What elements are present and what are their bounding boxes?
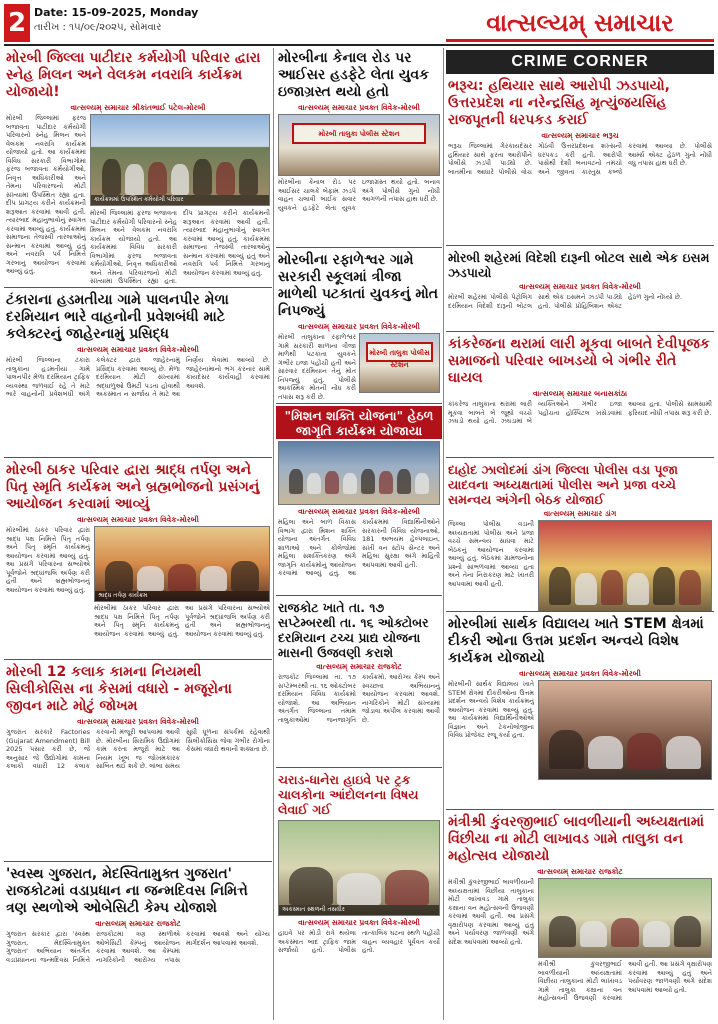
story-headline: મોરબીમાં સાર્થક વિદ્યાલય ખાતે STEM ક્ષેત્રમાં દીકરી ઓના ઉત્તમ પ્રદર્શન અન્વયે વિશેષ કાર્યક્રમ યોજાયો <box>448 616 704 666</box>
story-photo <box>90 114 270 206</box>
column-divider <box>443 48 444 1020</box>
story-photo <box>538 520 712 612</box>
column-middle-lower <box>276 406 442 1020</box>
story-canal-road-accident <box>276 48 442 248</box>
photo-caption: કાર્યક્રમમાં ઉપસ્થિત કર્મયોગી પરિવાર <box>91 195 269 205</box>
story-headline: "મિશન શક્તિ યોજના" હેઠળ જાગૃતિ કાર્યક્રમ યોજાયા <box>276 406 442 439</box>
story-body: કાંકરેજ તાલુકાના થરામાં લારી મૂકવા બાબતે બે જૂથો વચ્ચે ઝઘડો થયો હતો. ઝઘડામાં બે વ્યક્તિઓને ગંભીર ઇજા પહોંચતા હોસ્પિટલ ખસેડવામાં આવ્યા હતા. પોલીસે સામસામી ફરિયાદ નોંધી તપાસ શરૂ કરી છે. <box>448 400 712 425</box>
story-byline: વાત્સલ્યમ્ સમાચાર પ્રવક્ત વિવેક-મોરબી <box>298 918 420 927</box>
story-patidar-karmayogi <box>4 48 272 288</box>
story-byline: વાત્સલ્યમ્ સમાચાર રાજકોટ <box>316 662 402 671</box>
story-obesity-camp <box>4 864 272 1020</box>
date-english: Date: 15-09-2025, Monday <box>34 6 199 19</box>
column-left <box>4 48 272 1020</box>
story-headline: દાહોદ ઝાલોદમાં ડાંગ જિલ્લા પોલીસ વડા પૂજા યાદવના અધ્યક્ષતામાં પોલીસ અને પ્રજા વચ્ચે સમન્વય અંગેની બેઠક યોજાઈ <box>448 462 678 507</box>
story-photo <box>538 878 712 958</box>
photo-caption: શ્રાદ્ધ તર્પણ કાર્યક્રમ <box>95 591 269 601</box>
story-headline: મોરબી 12 કલાક કામના નિયમથી સિલીકોસિસ ના કેસમાં વધારો - મજૂરોના જીવન માટે મોટું જોખમ <box>6 664 232 714</box>
story-byline: વાત્સલ્યમ્ સમાચાર પ્રવક્ત વિવેક-મોરબી <box>298 103 420 112</box>
story-body-continued: મંત્રીશ્રી કુંવરજીભાઈ બાવળીયાની અધ્યક્ષતામાં વિંછીયા તાલુકાના મોટી લાખાવડ ગામે તાલુકા કક્ષાના વન મહોત્સવની ઉજવણી કરવામાં આવી હતી. આ પ્રસંગે વૃક્ષારોપણ કરવામાં આવ્યું હતું અને પર્યાવરણ જાળવણી અંગે સંદેશ આપવામાં આવ્યો હતો. <box>538 960 712 1002</box>
story-body: મોરબી શહેરમાં પોલીસે પેટ્રોલિંગ દરમિયાન વિદેશી દારૂની બોટલ સાથે એક ઇસમને ઝડપી પાડ્યો હતો. પોલીસે પ્રોહિબિશન એક્ટ હેઠળ ગુનો નોંધ્યો છે. <box>448 293 682 310</box>
story-byline: વાત્સલ્યમ્ સમાચાર પ્રવક્ત વિવેક-મોરબી <box>77 515 199 524</box>
story-body: મોરબીમાં ઠાકર પરિવાર દ્વારા શ્રાદ્ધ પક્ષ નિમિત્તે પિતૃ તર્પણ અને પિતૃ સ્મૃતિ કાર્યક્રમનું આયોજન કરવામાં આવ્યું હતું. આ પ્રસંગે પરિવારના સભ્યોએ પૂર્વજોને શ્રદ્ધાંજલિ અર્પણ કરી હતી અને બ્રહ્મભોજનનું આયોજન કરવામાં આવ્યું હતું. <box>6 526 90 594</box>
story-headline: 'સ્વસ્થ ગુજરાત, મેદસ્વિતામુક્ત ગુજરાત' રાજકોટમાં વડાપ્રધાન ના જન્મદિવસ નિમિત્તે ત્રણ સ્થળોએ ઓબેસિટી કેમ્પ યોજાશે <box>6 866 248 916</box>
story-van-mahotsav <box>446 812 714 1020</box>
story-headline: કાંકરેજના થરામાં લારી મૂકવા બાબતે દેવીપૂજક સમાજનો પરિવાર બાખડયો બે ગંભીર રીતે ઘાયલ <box>448 336 710 386</box>
police-station-photo <box>359 333 440 393</box>
story-silicosis <box>4 662 272 862</box>
story-photo <box>94 526 270 602</box>
story-byline: વાત્સલ્યમ્ સમાચાર પ્રવક્ત વિવેક-મોરબી <box>519 669 641 678</box>
story-headline: મોરબી શહેરમાં વિદેશી દારૂની બોટલ સાથે એક ઇસમ ઝડપાયો <box>448 250 710 280</box>
story-tankara-mela <box>4 290 272 458</box>
story-headline: ભરૂચ: હથિયાર સાથે આરોપી ઝડપાયો, ઉત્તરપ્રદેશ ના નરેન્દ્રસિંહ મૃત્યુંજયસિંહ રાજપૂતની ધરપકડ કરાઈ <box>448 78 670 128</box>
story-body: મંત્રીશ્રી કુંવરજીભાઈ બાવળીયાની અધ્યક્ષતામાં વિંછીયા તાલુકાના મોટી લાખાવડ ગામે તાલુકા કક્ષાના વન મહોત્સવની ઉજવણી કરવામાં આવી હતી. આ પ્રસંગે વૃક્ષારોપણ કરવામાં આવ્યું હતું અને પર્યાવરણ જાળવણી અંગે સંદેશ આપવામાં આવ્યો હતો. <box>448 878 534 946</box>
story-kankrej-clash <box>446 334 714 458</box>
story-headline: રાજકોટ ખાતે તા. ૧૭ સપ્ટેમ્બરથી તા. ૧૬ ઓક્ટોબર દરમિયાન ટચ્ચ પ્રાદ્ય યોજના માસની ઉજવણી કરાશે <box>278 600 429 660</box>
story-rajkot-celebration <box>276 598 442 768</box>
story-byline: વાત્સલ્યમ્ સમાચાર શ્રીકાંતભાઈ પટેલ-મોરબી <box>70 103 206 112</box>
story-byline: વાત્સલ્યમ્ સમાચાર પ્રવક્ત વિવેક-મોરબી <box>77 345 199 354</box>
story-body: રાજકોટ જિલ્લામાં તા. ૧૭ સપ્ટેમ્બરથી તા. ૧૬ ઓક્ટોબર દરમિયાન વિવિધ કાર્યક્રમો યોજાશે. આ અભિયાન અંતર્ગત જિલ્લાના તમામ તાલુકાઓમાં જનજાગૃતિ કાર્યક્રમો, આરોગ્ય કેમ્પ અને સ્વચ્છતા અભિયાનનું આયોજન કરવામાં આવશે. નાગરિકોને મોટી સંખ્યામાં જોડાવા અપીલ કરવામાં આવી છે. <box>278 673 440 724</box>
story-byline: વાત્સલ્યમ્ સમાચાર પ્રવક્ત વિવેક-મોરબી <box>77 717 199 726</box>
column-right <box>446 48 714 1020</box>
story-byline: વાત્સલ્યમ્ સમાચાર બનાસકાંઠા <box>532 389 628 398</box>
story-stem-daughters <box>446 614 714 810</box>
story-headline: મોરબીના કેનાલ રોડ પર આઈસર હડફેટે લેતા યુવક ઇજાગ્રસ્ત થયો હતો <box>278 50 429 100</box>
story-morbi-liquor <box>446 248 714 332</box>
masthead-divider <box>4 44 714 46</box>
story-body: ગુજરાત સરકાર દ્વારા 'સ્વસ્થ ગુજરાત, મેદસ્વિતામુક્ત ગુજરાત' અભિયાન અંતર્ગત વડાપ્રધાનના જન્મદિવસ નિમિત્તે રાજકોટમાં ત્રણ સ્થળોએ ઓબેસિટી કેમ્પનું આયોજન કરવામાં આવશે. આ કેમ્પમાં નાગરિકોની આરોગ્ય તપાસ કરવામાં આવશે અને યોગ્ય માર્ગદર્શન આપવામાં આવશે. <box>6 930 270 964</box>
story-bharuch-arms <box>446 76 714 246</box>
story-rafaleshwar-school <box>276 250 442 404</box>
story-headline: મોરબી ઠાકર પરિવાર દ્વારા શ્રાદ્ધ તર્પણ અને પિતૃ સ્મૃતિ કાર્યક્રમ અને બ્રહ્મભોજનો પ્રસંગનું આયોજન કરવામાં આવ્યું <box>6 462 260 512</box>
story-byline: વાત્સલ્યમ્ સમાચાર પ્રવક્ત વિવેક-મોરબી <box>519 282 641 291</box>
story-body: મોરબી તાલુકાના રફાળેશ્વર ગામે સરકારી શાળાના ત્રીજા માળેથી પટકાતા યુવકને ગંભીર ઇજા પહોંચી હતી અને સારવાર દરમિયાન તેનું મોત નિપજ્યું હતું. પોલીસે આકસ્મિક મોતની નોંધ કરી તપાસ શરૂ કરી છે. <box>278 333 356 401</box>
police-station-sign: મોરબી તાલુકા પોલીસ સ્ટેશન <box>292 123 426 143</box>
date-gujarati: તારીખ : ૧૫/૦૯/૨૦૨૫, સોમવાર <box>34 22 162 33</box>
story-headline: મોરબીના રફાળેશ્વર ગામે સરકારી સ્કૂલમાં ત્રીજા માળેથી પટકાતાં યુવકનું મોત નિપજ્યું <box>278 252 439 319</box>
police-station-photo <box>278 114 440 176</box>
story-photo <box>278 441 440 505</box>
story-body-continued: મોરબીમાં ઠાકર પરિવાર દ્વારા શ્રાદ્ધ પક્ષ નિમિત્તે પિતૃ તર્પણ અને પિતૃ સ્મૃતિ કાર્યક્રમનું આયોજન કરવામાં આવ્યું હતું. આ પ્રસંગે પરિવારના સભ્યોએ પૂર્વજોને શ્રદ્ધાંજલિ અર્પણ કરી હતી અને બ્રહ્મભોજનનું આયોજન કરવામાં આવ્યું હતું. <box>94 604 270 638</box>
story-body: મોરબીની સાર્થક વિદ્યાલય ખાતે STEM ક્ષેત્રમાં દીકરીઓના ઉત્તમ પ્રદર્શન અન્વયે વિશેષ કાર્યક્રમનું આયોજન કરવામાં આવ્યું હતું. આ કાર્યક્રમમાં વિદ્યાર્થિનીઓએ વિજ્ઞાન અને ટેકનોલોજીના વિવિધ પ્રોજેક્ટ રજૂ કર્યા હતા. <box>448 680 534 739</box>
story-photo <box>278 820 440 916</box>
story-body: મહિલા અને બાળ વિકાસ વિભાગ દ્વારા મિશન શક્તિ યોજના અંતર્ગત વિવિધ શાળાઓ અને કોલેજોમાં મહિલા સશક્તિકરણ અંગે જાગૃતિ કાર્યક્રમોનું આયોજન કરવામાં આવ્યું હતું. આ કાર્યક્રમમાં વિદ્યાર્થિનીઓને સરકારની વિવિધ યોજનાઓ, 181 અભયમ હેલ્પલાઇન, સખી વન સ્ટોપ સેન્ટર અને મહિલા સુરક્ષા અંગે માહિતી આપવામાં આવી હતી. <box>278 518 440 577</box>
story-body: હાઇવે પર મોડી રાત્રે થયેલા અકસ્માત બાદ ટ્રાફિક જામ સર્જાયો હતો. પોલીસ તાત્કાલિક ઘટના સ્થળે પહોંચી વાહન વ્યવહાર પૂર્વવત કર્યો હતો. <box>278 929 440 954</box>
story-headline: ટંકારાના હડમતીયા ગામે પાલનપીર મેળા દરમિયાન ભારે વાહનોની પ્રવેશબંધી માટે કલેક્ટરનું જાહેરનામું પ્રસિદ્ધ <box>6 292 229 342</box>
story-body: મોરબી જિલ્લામાં ફરજ બજાવતા પાટીદાર કર્મયોગી પરિવારનો સ્નેહ મિલન અને વેલકમ નવરાત્રિ કાર્યક્રમ યોજાયો હતો. આ કાર્યક્રમમાં વિવિધ સરકારી વિભાગોમાં ફરજ બજાવતા કર્મયોગીઓ, નિવૃત્ત અધિકારીઓ અને તેમના પરિવારજનો મોટી સંખ્યામાં ઉપસ્થિત રહ્યા હતા. દીપ પ્રાગટ્ય કરીને કાર્યક્રમની શરૂઆત કરવામાં આવી હતી. ત્યારબાદ મહાનુભાવોનું સ્વાગત કરવામાં આવ્યું હતું. કાર્યક્રમમાં સમાજના તેજસ્વી તારલાઓનું સન્માન કરવામાં આવ્યું હતું અને નવરાત્રિ પર્વ નિમિત્તે ગરબાનું આયોજન કરવામાં આવ્યું હતું. <box>6 114 86 275</box>
story-body: ગુજરાત સરકારે Factories (Gujarat Amendment) Bill 2025 પસાર કરી છે, જે અનુસાર જે ઉદ્યોગોમાં કામના કલાકો વધારી 12 કલાક કરવાની મંજૂરી આપવામાં આવી છે. મોરબીના સિરામિક ઉદ્યોગમાં કામ કરતા મજૂરો માટે આ નિયમ ખૂબ જ જોખમકારક સાબિત થઈ શકે છે. લાંબા સમય સુધી ધૂળના સંપર્કમાં રહેવાથી સિલીકોસિસ જેવા ગંભીર રોગોના કેસમાં વધારો થવાની શક્યતા છે. <box>6 728 270 770</box>
story-body: મોરબી જિલ્લાના ટંકારા તાલુકાના હડમતીયા ગામે પાલનપીર મેળા દરમિયાન ટ્રાફિક વ્યવસ્થા જળવાઈ રહે તે માટે ભારે વાહનોની પ્રવેશબંધી અંગે કલેક્ટર દ્વારા જાહેરનામું પ્રસિદ્ધ કરવામાં આવ્યું છે. મેળા દરમિયાન મોટી સંખ્યામાં શ્રદ્ધાળુઓ ઉમટી પડતા હોવાથી અકસ્માત ન સર્જાય તે માટે આ નિર્ણય લેવામાં આવ્યો છે. જાહેરનામાનો ભંગ કરનાર સામે કાયદેસર કાર્યવાહી કરવામાં આવશે. <box>6 356 270 398</box>
story-body: ભરૂચ જિલ્લામાં ગેરકાયદેસર હથિયાર સાથે ફરતા આરોપીને પોલીસે ઝડપી પાડ્યો છે. બાતમીના આધારે પોલીસે વોચ ગોઠવી ઉત્તરપ્રદેશના શખ્સની ધરપકડ કરી હતી. આરોપી પાસેથી દેશી બનાવટનો તમંચો અને જીવતા કારતુસ કબ્જે કરવામાં આવ્યા છે. પોલીસે આર્મ્સ એક્ટ હેઠળ ગુનો નોંધી વધુ તપાસ હાથ ધરી છે. <box>448 142 712 176</box>
story-highway-truck <box>276 770 442 1020</box>
story-headline: મોરબી જિલ્લા પાટીદાર કર્મયોગી પરિવાર દ્વારા સ્નેહ મિલન અને વેલકમ નવરાત્રિ કાર્યક્રમ યોજાયો! <box>6 50 261 100</box>
column-divider <box>273 48 274 1020</box>
story-photo <box>538 680 712 780</box>
page-number: 2 <box>4 4 30 42</box>
photo-caption: અકસ્માત સ્થળની તસવીર <box>279 905 439 915</box>
story-body-continued: મોરબી જિલ્લામાં ફરજ બજાવતા પાટીદાર કર્મયોગી પરિવારનો સ્નેહ મિલન અને વેલકમ નવરાત્રિ કાર્યક્રમ યોજાયો હતો. આ કાર્યક્રમમાં વિવિધ સરકારી વિભાગોમાં ફરજ બજાવતા કર્મયોગીઓ, નિવૃત્ત અધિકારીઓ અને તેમના પરિવારજનો મોટી સંખ્યામાં ઉપસ્થિત રહ્યા હતા. દીપ પ્રાગટ્ય કરીને કાર્યક્રમની શરૂઆત કરવામાં આવી હતી. ત્યારબાદ મહાનુભાવોનું સ્વાગત કરવામાં આવ્યું હતું. કાર્યક્રમમાં સમાજના તેજસ્વી તારલાઓનું સન્માન કરવામાં આવ્યું હતું અને નવરાત્રિ પર્વ નિમિત્તે ગરબાનું આયોજન કરવામાં આવ્યું હતું. <box>90 209 270 285</box>
story-byline: વાત્સલ્યમ્ સમાચાર પ્રવક્ત વિવેક-મોરબી <box>298 322 420 331</box>
story-byline: વાત્સલ્યમ્ સમાચાર રાજકોટ <box>537 867 623 876</box>
crime-corner-banner: CRIME CORNER <box>446 50 714 74</box>
police-station-sign: મોરબી તાલુકા પોલીસ સ્ટેશન <box>366 342 432 362</box>
newspaper-brand: વાત્સલ્યમ્ સમાચાર <box>446 4 714 42</box>
masthead <box>4 4 714 44</box>
story-mission-shakti <box>276 406 442 596</box>
story-body: મોરબીના કેનાલ રોડ પર આઈસર ચાલકે બેફામ ઝડપે વાહન ચલાવી બાઈક સવાર યુવકને હડફેટે લેતા યુવક ઇજાગ્રસ્ત થયો હતો. બનાવ અંગે પોલીસે ગુનો નોંધી આગળની તપાસ હાથ ધરી છે. <box>278 178 440 212</box>
story-byline: વાત્સલ્યમ્ સમાચાર ભરૂચ <box>541 131 619 140</box>
story-byline: વાત્સલ્યમ્ સમાચાર રાજકોટ <box>95 919 181 928</box>
story-byline: વાત્સલ્યમ્ સમાચાર ડાંગ <box>543 509 617 518</box>
story-body: જિલ્લા પોલીસ વડાની અધ્યક્ષતામાં પોલીસ અને પ્રજા વચ્ચે સમન્વય સાધવા માટે બેઠકનું આયોજન કરવામાં આવ્યું હતું. બેઠકમાં ગ્રામજનોના પ્રશ્નો સાંભળવામાં આવ્યા હતા અને તેના નિરાકરણ માટે ખાતરી આપવામાં આવી હતી. <box>448 520 534 588</box>
story-thakar-parivar <box>4 460 272 660</box>
story-headline: ચરાડ-ધાનેરા હાઇવે પર ટ્રક ચાલકોના આંદોલનના વિષય લેવાઈ ગઈ <box>278 772 419 817</box>
story-dang-police-meeting <box>446 460 714 612</box>
story-headline: મંત્રીશ્રી કુંવરજીભાઈ બાવળીયાની અધ્યક્ષતામાં વિંછીયા ના મોટી લાખાવડ ગામે તાલુકા વન મહોત્સવ યોજાયો <box>448 814 705 864</box>
story-byline: વાત્સલ્યમ્ સમાચાર પ્રવક્ત વિવેક-મોરબી <box>298 507 420 516</box>
